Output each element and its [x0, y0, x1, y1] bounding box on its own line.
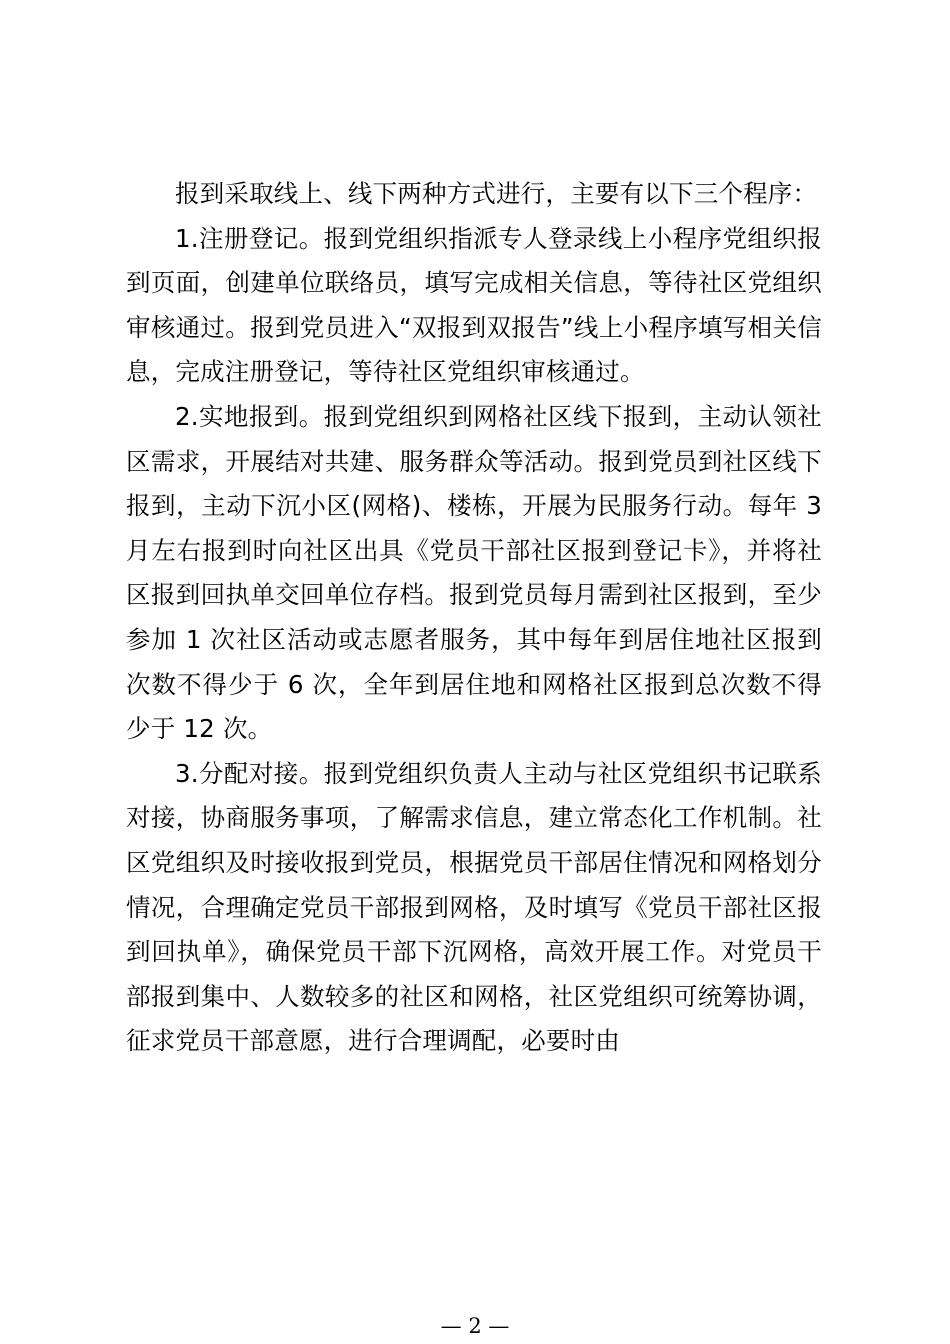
- document-body: [126, 172, 822, 1064]
- paragraph-registration: 1.注册登记。报到党组织指派专人登录线上小程序党组织报到页面，创建单位联络员，填写完成相关信息，等待社区党组织审核通过。报到党员进入“双报到双报告”线上小程序填写相关信息，完成注册登记，等待社区党组织审核通过。: [126, 223, 822, 387]
- page-number: — 2 —: [440, 1314, 510, 1338]
- paragraph-onsite-report: 2.实地报到。报到党组织到网格社区线下报到，主动认领社区需求，开展结对共建、服务群众等活动。报到党员到社区线下报到，主动下沉小区(网格)、楼栋，开展为民服务行动。每年 3 月左右报到时向社区出具《党员干部社区报到登记卡》，并将社区报到回执单交回单位存档。报到党员每月需到社区报到，至少参加 1 次社区活动或志愿者服务，其中每年到居住地社区报到次数不得少于 6 次，全年到居住地和网格社区报到总次数不得少于 12 次。: [126, 401, 822, 744]
- paragraph-allocation: 3.分配对接。报到党组织负责人主动与社区党组织书记联系对接，协商服务事项，了解需求信息，建立常态化工作机制。社区党组织及时接收报到党员，根据党员干部居住情况和网格划分情况，合理确定党员干部报到网格，及时填写《党员干部社区报到回执单》，确保党员干部下沉网格，高效开展工作。对党员干部报到集中、人数较多的社区和网格，社区党组织可统筹协调，征求党员干部意愿，进行合理调配，必要时由: [126, 758, 822, 1056]
- paragraph-intro: 报到采取线上、线下两种方式进行，主要有以下三个程序：: [175, 179, 818, 208]
